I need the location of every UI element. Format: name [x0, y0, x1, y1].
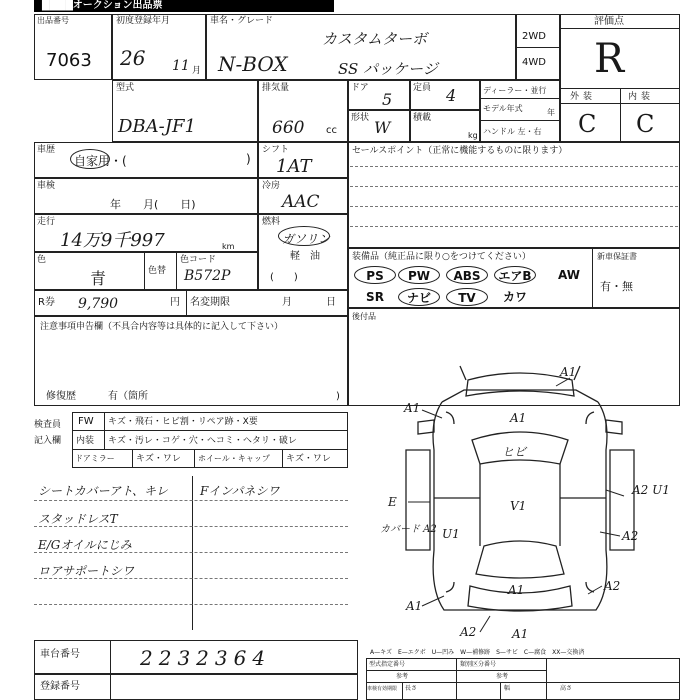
lot-label: 出品番号	[37, 16, 69, 25]
load-unit: kg	[468, 131, 478, 140]
spec-length-label: 長さ	[405, 685, 418, 692]
fw-items: キズ・飛石・ヒビ割・リペア跡・X要	[108, 417, 258, 427]
equipment-item: AW	[558, 268, 580, 282]
load-label: 積載	[413, 113, 432, 123]
mileage-unit: km	[222, 242, 235, 251]
new-warranty-value: 有・無	[600, 280, 633, 293]
shape-label: 形状	[351, 113, 370, 123]
remark-2: スタッドレスT	[38, 512, 118, 526]
remark-4: ロアサポートシワ	[38, 564, 135, 578]
registration-label: 登録番号	[40, 681, 80, 692]
fuel-paren: ( )	[270, 272, 298, 283]
light-oil-label: 軽 油	[290, 251, 320, 262]
spec-ref-2: 参考	[496, 673, 509, 680]
mirror-label: ドアミラー	[75, 454, 115, 463]
repair-close: )	[336, 391, 340, 402]
chassis-value: 2232364	[140, 646, 272, 670]
model-label: 型式	[116, 83, 135, 93]
car-name: N-BOX	[218, 52, 288, 76]
sale-points-label: セールスポイント（正常に機能するものに限ります）	[352, 146, 568, 156]
interior-check-label: 内装	[76, 436, 95, 446]
ac-label: 冷房	[262, 181, 281, 191]
usage-close: )	[246, 152, 251, 166]
damage-mark-left-front: A1	[404, 401, 421, 415]
handle-label: ハンドル 左・右	[483, 127, 542, 136]
drive-4wd: 4WD	[522, 57, 546, 68]
shift-label: シフト	[262, 145, 290, 155]
car-damage-diagram	[360, 360, 680, 645]
model-value: DBA-JF1	[118, 116, 196, 137]
car-grade-2: SS パッケージ	[338, 60, 438, 78]
fuel-circle	[278, 226, 330, 246]
header-title: ████オークション出品票	[34, 0, 334, 12]
month-unit: 月	[192, 66, 202, 76]
doors-label: ドア	[351, 83, 369, 93]
repair-value: 有（箇所	[108, 391, 148, 402]
damage-mark-left-e: E	[388, 495, 397, 509]
color-code-label: 色コード	[180, 255, 217, 265]
equipment-item: PS	[354, 266, 396, 284]
registration-box	[34, 674, 358, 700]
mileage-value: 14万9千997	[60, 230, 165, 251]
interior-label: 内装	[628, 92, 655, 102]
spec-type-label: 型式指定番号	[369, 661, 406, 668]
color-change-label: 色替	[148, 266, 167, 276]
drive-2wd: 2WD	[522, 31, 546, 42]
equipment-item: カワ	[502, 290, 527, 304]
recycle-label: R券	[38, 297, 55, 308]
notes-label: 注意事項申告欄（不具合内容等は具体的に記入して下さい）	[40, 322, 284, 332]
rating-label: 評価点	[594, 16, 624, 27]
equipment-label: 装備品（純正品に限り○をつけてください）	[352, 252, 531, 262]
mileage-label: 走行	[37, 217, 56, 227]
damage-mark-left-rear: A1	[406, 599, 423, 613]
chassis-label: 車台番号	[40, 649, 80, 660]
title-month: 月	[282, 297, 292, 308]
rating-value: R	[594, 36, 625, 82]
spec-inspection-label: 車検有効期限	[367, 686, 398, 692]
inspection-text: 年 月( 日)	[110, 198, 196, 211]
damage-mark-rear-bumper: A1	[512, 627, 529, 641]
damage-mark-bonnet: A1	[510, 411, 527, 425]
color-label: 色	[37, 255, 47, 265]
car-grade-1: カスタムターボ	[322, 30, 428, 48]
title-deadline-label: 名変期限	[190, 297, 230, 308]
registration-date-label: 初度登録年月	[116, 16, 171, 26]
dealer-label: ディーラー・並行	[483, 86, 547, 95]
spec-height-label: 高さ	[560, 685, 573, 692]
interior-grade: C	[636, 110, 655, 138]
damage-mark-left-cover: カバード A2	[380, 524, 437, 535]
equipment-item: ナビ	[398, 288, 440, 306]
remark-right: Fインパネシワ	[200, 484, 280, 498]
usage-box	[34, 142, 258, 178]
usage-circle	[70, 149, 110, 169]
equipment-item: TV	[446, 288, 488, 306]
equipment-item: ABS	[446, 266, 488, 284]
repair-label: 修復歴	[46, 391, 76, 402]
capacity-value: 4	[446, 86, 457, 105]
displacement-label: 排気量	[262, 83, 290, 93]
recycle-unit: 円	[170, 297, 180, 308]
damage-mark-right-side: A2 U1	[632, 483, 670, 497]
recycle-value: 9,790	[78, 296, 119, 312]
damage-mark-rear-left-bumper: A2	[460, 625, 477, 639]
equipment-item: エアB	[494, 266, 536, 284]
color-code: B572P	[184, 268, 231, 284]
inspection-label: 車検	[37, 181, 56, 191]
damage-mark-roof: V1	[510, 499, 527, 513]
check-label-1: 検査員	[34, 420, 62, 430]
displacement-value: 660	[272, 118, 305, 138]
car-name-label: 車名・グレード	[210, 16, 274, 26]
damage-mark-right-rear: A2	[604, 579, 621, 593]
registration-year: 26	[120, 46, 146, 70]
doors-value: 5	[382, 90, 393, 109]
color-value: 青	[90, 269, 107, 288]
remark-3: E/Gオイルにじみ	[38, 538, 132, 552]
model-year-label: モデル年式	[483, 104, 523, 113]
new-warranty-label: 新車保証書	[597, 252, 637, 261]
ac-value: AAC	[282, 192, 320, 212]
usage-value: 自家用・(	[74, 154, 127, 168]
usage-label: 車歴	[37, 145, 56, 155]
wheel-label: ホイール・キャップ	[198, 454, 270, 463]
exterior-grade: C	[578, 110, 597, 138]
exterior-label: 外装	[570, 92, 597, 102]
equipment-item: SR	[366, 290, 384, 304]
sale-points-box	[348, 142, 680, 248]
damage-mark-front-roof: A1	[560, 365, 577, 379]
wheel-items: キズ・ワレ	[286, 454, 331, 464]
lot-number: 7063	[46, 50, 92, 71]
damage-mark-left-door: U1	[442, 527, 460, 541]
registration-month: 11	[172, 58, 190, 74]
shift-value: 1AT	[276, 156, 312, 177]
model-year-unit: 年	[547, 108, 555, 117]
check-label-2: 記入欄	[34, 436, 62, 446]
mirror-items: キズ・ワレ	[136, 454, 181, 464]
damage-mark-right-door: A2	[622, 529, 639, 543]
fuel-label: 燃料	[262, 217, 281, 227]
damage-legend: A—キズ E—エクボ U—凹み W—補修跡 S—サビ C—腐食 XX—交換済	[370, 649, 585, 656]
fuel-value: ガソリン	[282, 232, 331, 246]
equipment-item: PW	[398, 266, 440, 284]
shape-value: W	[374, 118, 391, 137]
spec-width-label: 幅	[504, 685, 511, 692]
damage-mark-rear-gate: A1	[508, 583, 525, 597]
capacity-label: 定員	[413, 83, 432, 93]
spec-class-label: 類別区分番号	[460, 661, 497, 668]
spec-ref-1: 参考	[396, 673, 409, 680]
fw-label: FW	[78, 416, 94, 427]
remark-1: シートカバーアト、キレ	[38, 484, 168, 498]
displacement-unit: cc	[326, 125, 337, 136]
title-day: 日	[326, 297, 336, 308]
aftermarket-label: 後付品	[352, 312, 376, 321]
interior-check-items: キズ・汚レ・コゲ・穴・ヘコミ・ヘタリ・破レ	[108, 436, 297, 446]
damage-mark-windshield: ヒビ	[502, 445, 527, 459]
